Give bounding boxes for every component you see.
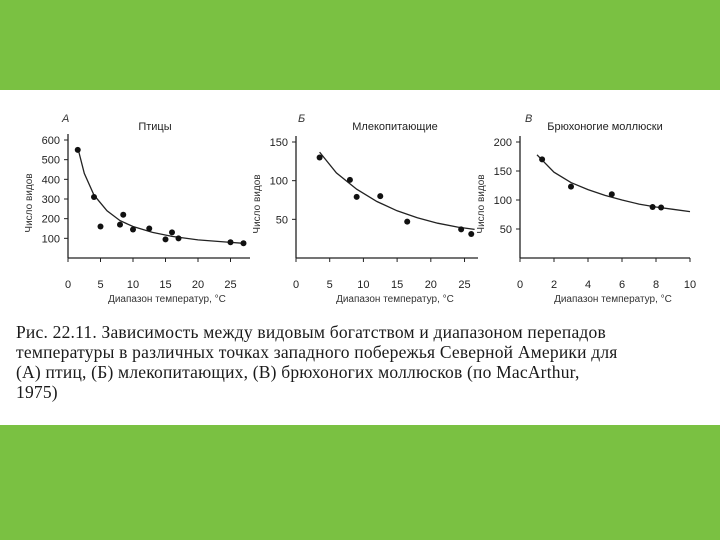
- y-tick-label: 50: [499, 224, 512, 236]
- data-point: [75, 147, 81, 153]
- x-tick-label: 15: [159, 279, 172, 291]
- data-point: [228, 239, 234, 245]
- data-point: [117, 222, 123, 228]
- y-tick-label: 300: [41, 194, 60, 206]
- data-point: [163, 236, 169, 242]
- panel-letter: А: [62, 113, 70, 125]
- x-tick-label: 25: [458, 279, 471, 291]
- panel-title: Брюхоногие моллюски: [547, 121, 663, 133]
- figure-caption: [16, 322, 706, 402]
- x-tick-label: 20: [191, 279, 205, 291]
- chart-panel-2: [252, 113, 478, 305]
- trend-curve: [537, 155, 690, 212]
- x-tick-label: 0: [516, 279, 524, 291]
- y-axis-label: Число видов: [476, 174, 487, 234]
- y-tick-label: 500: [41, 154, 60, 167]
- y-tick-label: 50: [275, 214, 288, 227]
- y-tick-label: 150: [493, 166, 512, 178]
- y-tick-label: 200: [41, 213, 60, 226]
- chart-panel-3: [476, 113, 696, 305]
- y-tick-label: 600: [41, 135, 60, 147]
- data-point: [609, 191, 615, 197]
- chart-panel-1: [24, 113, 250, 305]
- trend-curve: [320, 152, 475, 229]
- x-tick-label: 20: [424, 279, 437, 291]
- x-tick-label: 4: [584, 279, 592, 291]
- x-tick-label: 5: [326, 279, 333, 291]
- y-tick-label: 100: [41, 233, 60, 246]
- x-tick-label: 10: [126, 279, 140, 291]
- caption-line-3: (А) птиц, (Б) млекопитающих, (В) брюхоногих моллюсков (по MacArthur,: [16, 362, 580, 382]
- data-point: [241, 240, 247, 246]
- x-tick-label: 0: [64, 279, 72, 291]
- x-tick-label: 10: [683, 279, 697, 291]
- data-point: [169, 229, 175, 235]
- x-tick-label: 5: [97, 279, 104, 291]
- data-point: [347, 177, 353, 183]
- x-tick-label: 6: [618, 279, 626, 291]
- y-tick-label: 400: [41, 174, 60, 187]
- x-axis-label: Диапазон температур, °С: [554, 294, 672, 305]
- x-tick-label: 0: [292, 279, 300, 291]
- x-tick-label: 10: [357, 279, 370, 291]
- x-tick-label: 8: [652, 279, 660, 291]
- figure-panels: [0, 90, 720, 320]
- data-point: [539, 156, 545, 162]
- y-axis-label: Число видов: [252, 174, 263, 234]
- trend-curve: [78, 148, 244, 243]
- panel-title: Птицы: [138, 121, 172, 133]
- data-point: [468, 231, 474, 237]
- panel-title: Млекопитающие: [352, 121, 438, 133]
- data-point: [354, 194, 360, 200]
- caption-line-1: Рис. 22.11. Зависимость между видовым богатством и диапазоном перепадов: [16, 322, 606, 342]
- y-axis-label: Число видов: [24, 173, 35, 233]
- data-point: [176, 235, 182, 241]
- data-point: [377, 193, 383, 199]
- data-point: [98, 224, 104, 230]
- x-axis-label: Диапазон температур, °С: [108, 294, 226, 305]
- data-point: [91, 194, 97, 200]
- data-point: [458, 226, 464, 232]
- panel-letter: Б: [298, 113, 306, 125]
- data-point: [317, 154, 323, 160]
- y-tick-label: 200: [493, 137, 512, 149]
- data-point: [146, 226, 152, 232]
- bottom-green-band: [0, 425, 720, 540]
- caption-line-4: 1975): [16, 382, 58, 402]
- y-tick-label: 150: [269, 137, 288, 149]
- x-tick-label: 15: [390, 279, 404, 291]
- y-tick-label: 100: [269, 175, 288, 188]
- x-tick-label: 2: [550, 279, 558, 291]
- data-point: [658, 205, 664, 211]
- data-point: [568, 184, 574, 190]
- data-point: [404, 219, 410, 225]
- y-tick-label: 100: [493, 195, 512, 207]
- x-tick-label: 25: [224, 279, 237, 291]
- data-point: [650, 204, 656, 210]
- x-axis-label: Диапазон температур, °С: [336, 294, 454, 305]
- scanned-figure-page: [0, 90, 720, 425]
- data-point: [130, 226, 136, 232]
- panel-letter: В: [525, 113, 533, 125]
- data-point: [120, 212, 126, 218]
- caption-line-2: температуры в различных точках западного побережья Северной Америки для: [16, 342, 618, 362]
- top-green-band: [0, 0, 720, 90]
